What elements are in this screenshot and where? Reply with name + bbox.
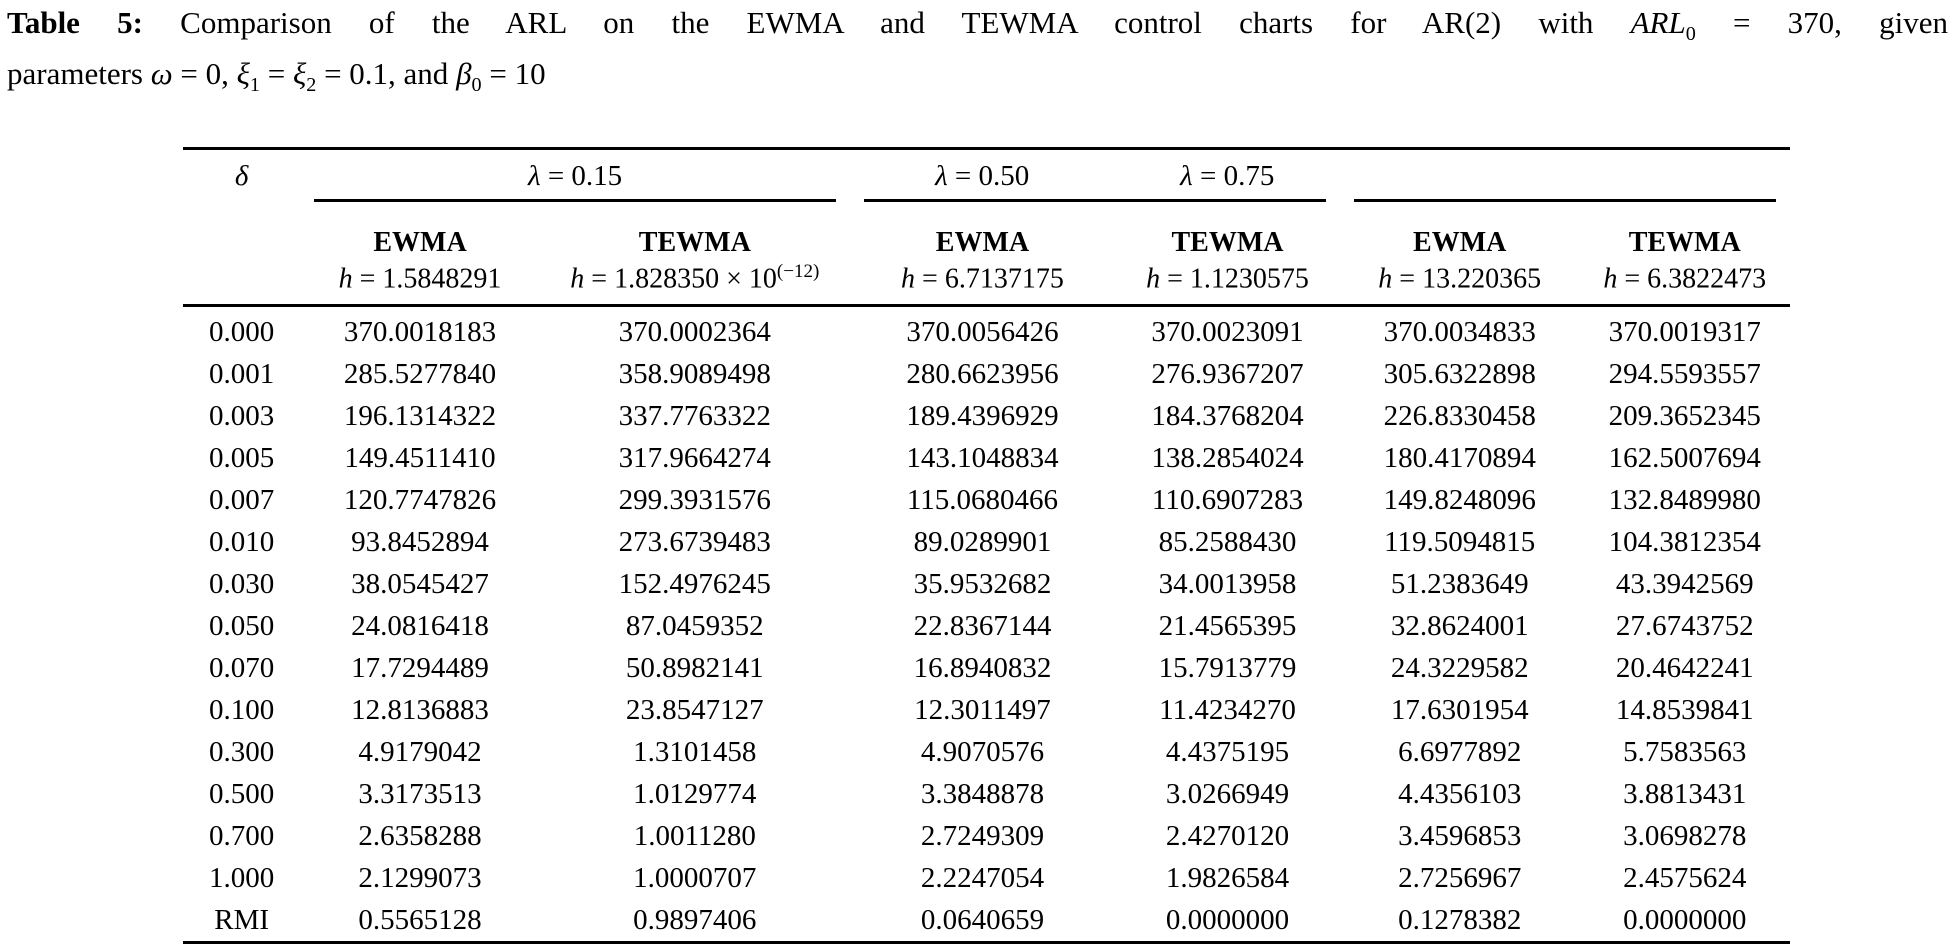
arl-value-cell: 143.1048834 (906, 442, 1059, 475)
caption-beta-symbol: β (456, 56, 472, 92)
arl-value-cell: 196.1314322 (343, 400, 497, 433)
arl-value-cell: 3.8813431 (1623, 778, 1747, 811)
table-row (183, 899, 1790, 943)
arl-value-cell: 5.7583563 (1623, 736, 1747, 769)
delta-cell: 0.050 (209, 610, 275, 643)
caption-text: = 10 (481, 56, 546, 92)
chart-name-row (183, 202, 1790, 260)
arl-value-cell: 337.7763322 (618, 400, 771, 433)
column-header-ewma-1: EWMA (373, 226, 467, 258)
arl-value-cell: 2.4270120 (1165, 820, 1290, 853)
caption-xi1-symbol: ξ (236, 56, 250, 92)
caption-xi2-subscript: 2 (306, 74, 317, 97)
delta-cell: 1.000 (209, 862, 275, 895)
delta-cell: 0.005 (209, 442, 275, 475)
arl-value-cell: 14.8539841 (1615, 694, 1754, 727)
arl-value-cell: 3.0266949 (1165, 778, 1290, 811)
h-number: = 1.828350 × 10 (584, 263, 777, 295)
arl-value-cell: 50.8982141 (625, 652, 764, 685)
arl-value-cell: 317.9664274 (618, 442, 771, 475)
arl-value-cell: 20.4642241 (1615, 652, 1754, 685)
arl-value-cell: 370.0019317 (1608, 316, 1761, 349)
arl-value-cell: 3.4596853 (1398, 820, 1522, 853)
delta-cell: 0.003 (209, 400, 275, 433)
arl-value-cell: 1.0000707 (633, 862, 757, 895)
delta-cell: 0.300 (209, 736, 275, 769)
delta-cell: 0.700 (209, 820, 275, 853)
arl-value-cell: 0.0000000 (1115, 899, 1340, 943)
arl-value-cell: 6.6977892 (1398, 736, 1522, 769)
h-symbol: h (1146, 263, 1161, 295)
delta-cell: 0.500 (209, 778, 275, 811)
arl-value-cell: 43.3942569 (1615, 568, 1754, 601)
arl-value-cell: 273.6739483 (618, 526, 771, 559)
caption-text: = (259, 56, 293, 92)
table-row (183, 306, 1790, 354)
table-row (183, 605, 1790, 647)
table-row (183, 437, 1790, 479)
lambda-group-labels (850, 160, 1340, 193)
delta-cell: 0.070 (209, 652, 275, 685)
arl-value-cell: 110.6907283 (1151, 484, 1304, 517)
caption-beta-subscript: 0 (471, 74, 482, 97)
arl-value-cell: 299.3931576 (618, 484, 771, 517)
arl-value-cell: 2.7256967 (1398, 862, 1522, 895)
arl-value-cell: 23.8547127 (625, 694, 764, 727)
lambda-symbol: λ (935, 159, 948, 192)
arl-value-cell: 152.4976245 (618, 568, 771, 601)
h-value-tewma-1 (540, 260, 850, 306)
arl-value-cell: 180.4170894 (1383, 442, 1536, 475)
lambda-group-row (183, 149, 1790, 202)
arl-value-cell: 11.4234270 (1159, 694, 1296, 727)
arl-value-cell: 3.3173513 (358, 778, 482, 811)
arl-value-cell: 138.2854024 (1151, 442, 1304, 475)
table-row (183, 815, 1790, 857)
arl-value-cell: 3.3848878 (920, 778, 1045, 811)
arl-value-cell: 2.1299073 (358, 862, 482, 895)
arl-value-cell: 2.4575624 (1623, 862, 1747, 895)
table-row (183, 731, 1790, 773)
arl-value-cell: 209.3652345 (1608, 400, 1761, 433)
caption-arl-subscript: 0 (1685, 23, 1696, 46)
h-number: = 6.3822473 (1617, 263, 1767, 295)
arl-value-cell: 226.8330458 (1383, 400, 1536, 433)
arl-value-cell: 184.3768204 (1151, 400, 1304, 433)
arl-value-cell: 51.2383649 (1390, 568, 1529, 601)
column-header-ewma-2: EWMA (935, 226, 1030, 258)
arl-value-cell: 0.9897406 (540, 899, 850, 943)
arl-value-cell: 12.8136883 (351, 694, 489, 727)
arl-value-cell: 17.6301954 (1390, 694, 1529, 727)
arl-value-cell: 370.0002364 (618, 316, 771, 349)
h-number: = 13.220365 (1392, 263, 1542, 295)
caption-line-1 (7, 3, 1948, 54)
arl-value-cell: 132.8489980 (1608, 484, 1761, 517)
h-symbol: h (1603, 263, 1618, 295)
caption-omega-symbol: ω (150, 56, 173, 92)
h-value-tewma-3 (1579, 260, 1790, 306)
table-row (183, 353, 1790, 395)
caption-text: = 370, given (1695, 5, 1948, 40)
arl-value-cell: 4.9070576 (920, 736, 1045, 769)
lambda-symbol: λ (1180, 159, 1193, 192)
arl-value-cell: 370.0023091 (1151, 316, 1304, 349)
arl-value-cell: 22.8367144 (913, 610, 1052, 643)
h-symbol: h (338, 263, 353, 295)
arl-value-cell: 0.0640659 (850, 899, 1115, 943)
table-row (183, 689, 1790, 731)
table-row (183, 773, 1790, 815)
arl-value-cell: 4.4375195 (1165, 736, 1290, 769)
arl-value-cell: 162.5007694 (1608, 442, 1761, 475)
arl-value-cell: 35.9532682 (913, 568, 1052, 601)
arl-value-cell: 1.3101458 (633, 736, 757, 769)
arl-value-cell: 149.4511410 (344, 442, 496, 475)
h-value-tewma-2 (1115, 260, 1340, 306)
table-row (183, 647, 1790, 689)
arl-value-cell: 280.6623956 (906, 358, 1059, 391)
arl-value-cell: 1.9826584 (1165, 862, 1290, 895)
table-caption (7, 3, 1948, 105)
table-row (183, 521, 1790, 563)
lambda-symbol: λ (528, 159, 541, 192)
lambda-label-050 (850, 160, 1115, 193)
arl-value-cell: 15.7913779 (1158, 652, 1297, 685)
arl-value-cell: 2.6358288 (358, 820, 482, 853)
h-symbol: h (1378, 263, 1393, 295)
h-number: = 6.7137175 (915, 263, 1064, 295)
lambda-label-075 (1115, 160, 1340, 193)
lambda-value: = 0.75 (1192, 159, 1275, 192)
caption-line-2 (7, 54, 1948, 105)
table-body (183, 306, 1790, 943)
column-header-tewma-2: TEWMA (1171, 226, 1284, 258)
arl-value-cell: 3.0698278 (1623, 820, 1747, 853)
caption-xi2-symbol: ξ (292, 56, 307, 92)
delta-symbol: δ (234, 159, 249, 192)
arl-value-cell: 305.6322898 (1383, 358, 1536, 391)
h-exponent: (−12) (776, 260, 820, 282)
lambda-value: = 0.15 (540, 159, 623, 192)
caption-text: = 0.1, and (316, 56, 457, 92)
arl-value-cell: 0.5565128 (300, 899, 539, 943)
caption-text: Comparison of the ARL on the EWMA and TEWMA control charts for AR(2) with (142, 5, 1631, 40)
arl-value-cell: 4.9179042 (358, 736, 482, 769)
h-number: = 1.5848291 (352, 263, 502, 295)
h-value-ewma-2 (850, 260, 1115, 306)
h-number: = 1.1230575 (1160, 263, 1309, 295)
arl-value-cell: 120.7747826 (343, 484, 497, 517)
arl-value-cell: 12.3011497 (914, 694, 1051, 727)
h-symbol: h (570, 263, 585, 295)
delta-cell: 0.000 (209, 316, 275, 349)
h-value-row (183, 260, 1790, 306)
arl-value-cell: 358.9089498 (618, 358, 771, 391)
h-symbol: h (901, 263, 916, 295)
column-header-ewma-3: EWMA (1413, 226, 1507, 258)
arl-value-cell: 119.5094815 (1384, 526, 1536, 559)
arl-value-cell: 1.0011280 (633, 820, 756, 853)
h-value-ewma-1 (300, 260, 539, 306)
arl-value-cell: 4.4356103 (1398, 778, 1522, 811)
lambda-value: = 0.50 (947, 159, 1030, 192)
arl-value-cell: 21.4565395 (1158, 610, 1297, 643)
arl-value-cell: 189.4396929 (906, 400, 1059, 433)
arl-value-cell: 27.6743752 (1615, 610, 1754, 643)
caption-text: = 0, (172, 56, 237, 92)
arl-value-cell: 89.0289901 (913, 526, 1052, 559)
delta-cell: 0.007 (209, 484, 275, 517)
arl-value-cell: 93.8452894 (351, 526, 489, 559)
delta-cell: 0.010 (209, 526, 275, 559)
arl-value-cell: 24.0816418 (351, 610, 489, 643)
delta-cell: RMI (183, 899, 300, 943)
table-row (183, 479, 1790, 521)
arl-value-cell: 104.3812354 (1608, 526, 1761, 559)
arl-value-cell: 370.0056426 (906, 316, 1059, 349)
arl-value-cell: 149.8248096 (1383, 484, 1536, 517)
caption-arl-symbol: ARL (1630, 5, 1686, 40)
arl-value-cell: 24.3229582 (1390, 652, 1529, 685)
arl-comparison-table (183, 147, 1790, 944)
empty-header-cell (183, 202, 300, 260)
arl-value-cell: 115.0680466 (906, 484, 1059, 517)
caption-xi1-subscript: 1 (249, 74, 260, 97)
arl-value-cell: 370.0034833 (1383, 316, 1536, 349)
arl-value-cell: 2.2247054 (920, 862, 1045, 895)
delta-cell: 0.030 (209, 568, 275, 601)
arl-value-cell: 2.7249309 (920, 820, 1045, 853)
arl-value-cell: 85.2588430 (1158, 526, 1297, 559)
caption-table-label: Table 5: (7, 5, 143, 40)
column-header-tewma-1: TEWMA (638, 226, 751, 258)
arl-value-cell: 1.0129774 (633, 778, 757, 811)
table-row (183, 395, 1790, 437)
arl-value-cell: 0.1278382 (1340, 899, 1579, 943)
delta-column-header (183, 149, 300, 202)
arl-value-cell: 294.5593557 (1608, 358, 1761, 391)
lambda-group-015 (300, 149, 850, 202)
arl-value-cell: 34.0013958 (1158, 568, 1297, 601)
h-value-ewma-3 (1340, 260, 1579, 306)
delta-cell: 0.100 (209, 694, 275, 727)
arl-value-cell: 17.7294489 (351, 652, 489, 685)
arl-value-cell: 38.0545427 (351, 568, 489, 601)
lambda-group-unlabeled (1340, 149, 1790, 202)
arl-value-cell: 16.8940832 (913, 652, 1052, 685)
arl-value-cell: 87.0459352 (625, 610, 764, 643)
table-row (183, 857, 1790, 899)
arl-value-cell: 0.0000000 (1579, 899, 1790, 943)
arl-value-cell: 32.8624001 (1390, 610, 1529, 643)
delta-cell: 0.001 (209, 358, 275, 391)
lambda-group-050-075 (850, 149, 1340, 202)
arl-value-cell: 370.0018183 (343, 316, 497, 349)
caption-text: parameters (7, 56, 151, 92)
empty-header-cell (183, 260, 300, 306)
table-row (183, 563, 1790, 605)
arl-value-cell: 276.9367207 (1151, 358, 1304, 391)
column-header-tewma-3: TEWMA (1628, 226, 1741, 258)
arl-value-cell: 285.5277840 (343, 358, 497, 391)
